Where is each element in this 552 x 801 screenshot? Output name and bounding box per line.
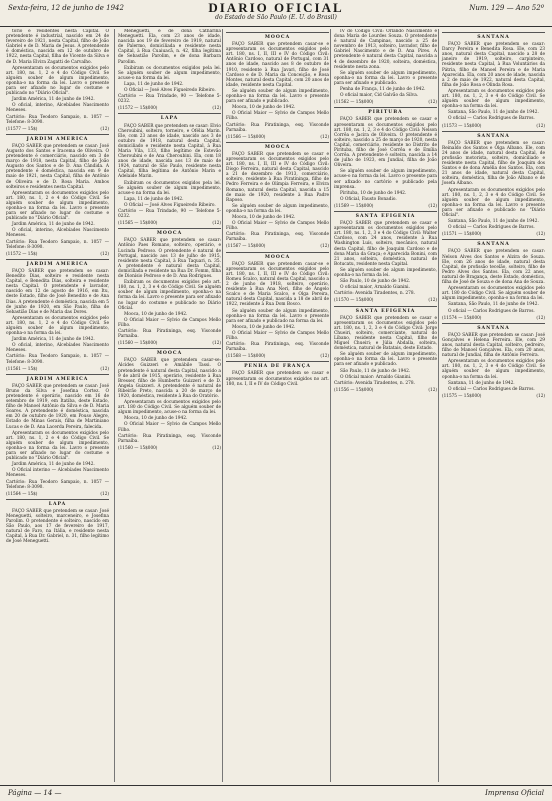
notice-reference <box>6 366 109 371</box>
notice-paragraph: O oficial — Carlos Rodrigues de Barros. <box>448 308 535 314</box>
notice-reference <box>334 387 437 392</box>
notice-paragraph: Apresentaram os documentos exigidos pelo art. 180, ns. 1, 2 e 4 do Código Civil. Se alguém souber de algum impedimento, oponha-o na forma da lei. Lavro o presente para ser afixado no lugar do costume e publicado no "Diário Oficial". <box>6 430 109 462</box>
notice-paragraph: Jardim América, 11 de junho de 1942. <box>12 222 95 228</box>
notice-paragraph: Santana, São Paulo, 11 de junho de 1942. <box>448 110 539 116</box>
notice-paragraph: IV do Código Civil: Orlando Nascimento e dona Maria de Lourdes Souza. O pretendente é natural de Campinas, nascido a 25 de novembro de 1913, solteiro, lavrador, filho de Gabriel Nascimento e de D. Ana Pires. A pretendente é natural desta Capital, nascida a 4 de dezembro de 1920, solteira, doméstica, residente nesta zona. <box>334 29 437 70</box>
masthead <box>0 0 552 27</box>
notice-section-heading: JARDIM AMERICA <box>6 134 109 142</box>
notice-count: (12) <box>320 133 329 139</box>
notice-paragraph: FAÇO SABER que pretendem se casar: José Meneguetti, solteiro, marceneiro, e Josefina Parolim. O pretendente é solteiro, nascido em São Paulo, aos 17 de fevereiro de 1917, natural de Faro, na Itália, e residente nesta Capital, à Rua Dr. Gabriel, n. 31, filho legítimo de José Meneguetti. <box>6 508 109 545</box>
notice-paragraph: O oficial maior, Arnaldo Gianini. <box>340 285 410 291</box>
notice-paragraph: Lapa, 11 de junho de 1942. <box>124 81 184 87</box>
notice-count: (12) <box>212 444 221 450</box>
notice-paragraph: Mooca, 10 de junho de 1942. <box>232 105 296 111</box>
notice-paragraph: Pirituba, 10 de junho de 1942. <box>340 190 407 196</box>
notice <box>6 29 109 131</box>
notice-fee: (11562 — 15$000) <box>334 99 374 105</box>
notice-count: (12) <box>536 231 545 237</box>
notice-reference <box>442 123 545 128</box>
column-3 <box>222 29 329 782</box>
newspaper-title: DIARIO OFICIAL <box>208 0 344 15</box>
notice <box>6 499 109 545</box>
notice-paragraph: FAÇO SABER que pretendem se casar e apresentaram os documentos exigidos pelo art. 180, ns. 1, 2, 3 e 4 do Código Civil: Nelson Corrêa e Jacira de Oliveira. O pretendente é solteiro, nascido a 25 de março de 1920, nesta Capital, comerciário, residente no Distrito de Pirituba, filho de José Corrêa e de Emília Corrêa. A pretendente é solteira, nascida a 14 de julho de 1923, em Jundiaí, filha de João Oliveira. <box>334 117 437 169</box>
notice-count: (12) <box>536 314 545 320</box>
notice-fee: (11560 — 15$000) <box>118 444 158 450</box>
notice <box>6 259 109 371</box>
notice-paragraph: Apresentaram os documentos exigidos pelo art. 180, ns. 1, 2 e 4 do Código Civil. Se alguém souber de algum impedimento, oponha-o na forma da lei. Lavro o presente para ser afixado no lugar do costume e publicado no "Diário Oficial". <box>6 190 109 222</box>
issue-date: Sexta-feira, 12 de junho de 1942 <box>8 4 124 12</box>
notice-count: (12) <box>320 243 329 249</box>
notice-section-heading: MOOCA <box>226 142 329 150</box>
notice-paragraph: Mooca, 10 de junho de 1942. <box>124 311 188 317</box>
notice-paragraph: FAÇO SABER que pretendem se casar e apresentaram os documentos exigidos pelo art. 180, ns. I, II, III e IV do Código Civil: Diogo Ferreira, natural desta Capital, nascido a 21 de dezembro de 1913, comerciário, solteiro, residente à Rua Piratininga, filho de Pedro Ferreira e de Olímpia Ferreira, e Elvira Romano, natural desta Capital, nascida a 15 de maio de 1920, residente à Rua Padre Raposo. <box>226 151 329 203</box>
notice-fee: (11570 — 15$000) <box>334 297 374 303</box>
notice-reference <box>118 340 221 345</box>
notice-reference <box>118 105 221 110</box>
notice-section-heading: SANTANA <box>442 131 545 139</box>
notice-reference <box>442 393 545 398</box>
notice-paragraph: Apresentaram os documentos exigidos pelo art. 180, ns. 1, 2, 3 e 4 do Código Civil. Se alguém souber de algum impedimento, oponha-o na forma da lei. <box>442 88 545 110</box>
issue-number: Num. 129 — Ano 52º <box>469 4 544 12</box>
notice-section-heading: SANTANA <box>442 32 545 40</box>
notice-reference <box>6 251 109 256</box>
notice-paragraph: O oficial, interino, Alcebíades Nascimento Meneses. <box>6 228 109 239</box>
notice-fee: (11574 — 15$000) <box>442 314 482 320</box>
notice-paragraph: O Oficial Maior — Sylvio de Campos Mello Filho. <box>226 330 329 341</box>
notice-registry-office: Cartório: Avenida Tiradentes, n. 278. <box>334 291 415 297</box>
notice-paragraph: O oficial — Carlos Rodrigues de Barros. <box>448 116 535 122</box>
notice-section-heading: JARDIM AMERICA <box>6 259 109 267</box>
notice <box>442 131 545 237</box>
notice-paragraph: Lapa, 11 de junho de 1942. <box>124 196 184 202</box>
notice-fee: (11575 — 15$000) <box>442 392 482 398</box>
notice-paragraph: O Oficial Maior — Sylvio de Campos Mello Filho. <box>118 422 221 433</box>
notice-section-heading: MOOCA <box>226 32 329 40</box>
notice-paragraph: Apresentaram os documentos exigidos pelo art. 180, ns. 1, 2 e 4 do Código Civil. Se alguém souber de algum impedimento, oponha-o na forma da lei. Lavro o presente para ser afixado no lugar do costume e publicado no "Diário Oficial". <box>6 65 109 97</box>
notice-paragraph: O Oficial — José Alves Figueiredo Ribeiro. <box>124 202 216 208</box>
notice-count: (12) <box>428 386 437 392</box>
notice-paragraph: São Paulo, 10 de junho de 1942. <box>340 279 411 285</box>
column-2 <box>114 29 221 782</box>
notice <box>6 374 109 496</box>
notice-paragraph: O oficial, interino, Alcebíades Nascimento Meneses. <box>6 343 109 354</box>
notice-paragraph: Jardim América, 11 de junho de 1942. <box>12 97 95 103</box>
notice <box>6 134 109 256</box>
notice-paragraph: FAÇO SABER que pretendem se casar: Antônio Paes Romano, solteiro, operário, e Lucinda Pedroso. O pretendente é natural de Portugal, nascido aos 13 de julho de 1915, residente nesta Capital, à Rua Taquari, n. 35. A pretendente é natural desta Capital, domiciliada e residente na Rua Dr. Fomm, filha de Dionísio Pedroso e de D. Ana Rodrigues. <box>118 238 221 280</box>
notice <box>226 361 329 386</box>
notice-fee: (11573 — 15$000) <box>442 122 482 128</box>
notice <box>226 252 329 359</box>
notice-columns <box>6 29 546 782</box>
notice-paragraph: FAÇO SABER que pretendem se casar e apresentaram os documentos exigidos no art. 180, ns. I, II e IV do Código Civil. <box>226 371 329 387</box>
notice-registry-office: Cartório — Rua Trindade, 90 — Telefone 5-0232. <box>118 209 221 220</box>
notice-paragraph: Jardim América, 11 de junho de 1942. <box>12 337 95 343</box>
notice-registry-office: Cartório — Rua Trindade, 90 — Telefone 5-0232. <box>118 94 221 105</box>
notice-count: (12) <box>428 202 437 208</box>
notice-paragraph: Exibiram os documentos exigidos pela lei. Se alguém souber de algum impedimento, acuse-o na forma da lei. <box>118 180 221 196</box>
notice-paragraph: O oficial maior, Cid Galvão da Silva. <box>340 93 419 99</box>
notice-fee: (11560 — 15$000) <box>118 340 158 346</box>
notice-reference <box>226 243 329 248</box>
notice-paragraph: Se alguém souber de algum impedimento, oponha-o na forma da lei. Lavro o presente para ser afixado e publicado. <box>334 352 437 368</box>
newspaper-subtitle: do Estado de São Paulo (E. U. do Brasil) <box>215 14 337 21</box>
notice-paragraph: São Paulo, 11 de junho de 1942. <box>340 368 411 374</box>
notice-paragraph: FAÇO SABER que pretendem se casar: Reinaldo dos Santos e Olga Albano. Ele, com 24 anos de idade, natural desta Capital, de profissão motorista, solteiro, domiciliado e residente nesta Capital, filho de Joaquim dos Santos e de dona Amélia dos Santos. Ela, com 21 anos de idade, natural desta Capital, solteira, doméstica, filha de João Albano e de Josefa Albano. <box>442 140 545 187</box>
notice-count: (12) <box>428 99 437 105</box>
notice-paragraph: O oficial — Carlos Rodrigues de Barros. <box>448 386 535 392</box>
notice-paragraph: Se alguém souber de algum impedimento, acuse-o na forma da lei. Lavro o presente para ser afixado no cartório e publicado pela imprensa. <box>334 169 437 190</box>
notice-section-heading: SANTA EFIGENIA <box>334 211 437 219</box>
notice-paragraph: Mooca, 10 de junho de 1942. <box>232 324 296 330</box>
notice-fee: (11572 — 15$000) <box>118 105 158 111</box>
notice <box>442 239 545 319</box>
notice-fee: (11565 — 15$000) <box>118 220 158 226</box>
notice-section-heading: SANTANA <box>442 239 545 247</box>
notice-paragraph: FAÇO SABER que pretendem se casar e apresentaram os documentos exigidos pelo art. 180, ns. 1, 2, 3 e 4 do Código Civil: Jorge Chueiri, solteiro, comerciante, natural do Líbano, residente nesta Capital, filho de Miguel Chueiri; e Júlia Abdalla, solteira, doméstica, natural de Batatais, deste Estado. <box>334 315 437 352</box>
notice-registry-office: Cartório: Rua Piratininga, esq. Visconde Parnaíba. <box>118 328 221 340</box>
notice-paragraph: FAÇO SABER que pretendem se casar: José Augusto dos Santos e Iracema de Oliveira. O pretendente é comerciário, nascido em 3 de março de 1918, nesta Capital, filho de João Augusto dos Santos e de D. Ana Cândida. A pretendente é doméstica, nascida em 9 de maio de 1921, nesta Capital, filha de Antônio de Oliveira e de D. Rosa Maria. Ambos solteiros e residentes nesta Capital. <box>6 143 109 190</box>
notice-section-heading: JARDIM AMERICA <box>6 374 109 382</box>
notice-reference <box>334 99 437 104</box>
notice-section-heading: PENHA DE FRANÇA <box>226 361 329 369</box>
notice-paragraph: FAÇO SABER que pretendem se casar: Nelson Alves dos Santos e Alzira de Souza. Ele, com 26 anos de idade, natural desta Capital, de profissão tecelão, solteiro, filho de Pedro Alves dos Santos. Ela, com 22 anos, natural de Bragança, deste Estado, doméstica, filha de José de Souza e de dona Ana de Souza. <box>442 249 545 286</box>
notice-registry-office: Cartório: Rua Teodoro Sampaio, n. 1057 — Telefone: 8-3090. <box>6 114 109 125</box>
notice-paragraph: O Oficial Maior — Sylvio de Campos Mello Filho. <box>118 317 221 328</box>
notice <box>118 113 221 225</box>
notice-count: (12) <box>536 122 545 128</box>
notice-registry-office: Cartório: Rua Piratininga, esq. Visconde Parnaíba. <box>226 342 329 353</box>
notice-section-heading: MOOCA <box>118 228 221 236</box>
notice <box>442 32 545 128</box>
notice-paragraph: Mooca, 10 de junho de 1942. <box>232 215 296 220</box>
notice-count: (12) <box>100 365 109 371</box>
column-5 <box>438 29 545 782</box>
notice-paragraph: O Oficial Maior — Sylvio de Campos Mello Filho. <box>226 221 329 232</box>
notice-paragraph: O Oficial, Fausto Bonadio. <box>340 196 397 202</box>
notice-paragraph: Se alguém souber de algum impedimento, oponha-o na forma da lei. <box>226 203 329 214</box>
notice-fee: (11568 — 15$000) <box>226 353 266 359</box>
notice-section-heading: PIRITUBA <box>334 107 437 115</box>
notice-reference <box>442 315 545 320</box>
notice-fee: (11566 — 15$000) <box>226 133 266 139</box>
notice <box>226 142 329 249</box>
notice-count: (12) <box>320 353 329 359</box>
notice-paragraph: O Oficial — José Alves Figueiredo Ribeiro. <box>124 88 216 94</box>
notice-paragraph: Jardim América, 11 de junho de 1942. <box>12 462 95 468</box>
notice-paragraph: FAÇO SABER que pretendem se casar: José Bruno da Silva e Josefina Cortez. O pretendente é operário, nascido em 16 de setembro de 1919, em Itatiba, deste Estado, filho de Manoel Antônio da Silva e de D. Maria Soares. A pretendente é doméstica, nascida em 20 de outubro de 1920, em Pouso Alegre, Estado de Minas Gerais, filha de Martiniano Lucas e de D. Ana Lacerda Pereira, falecida. <box>6 383 109 430</box>
notice-paragraph: FAÇO SABER que pretendem casar-se e apresentaram os documentos exigidos pelo art. 180, ns. I, II, III e IV do Código Civil: Romeu Scalco, natural desta Capital, nascido a 2 de junho de 1918, solteiro, operário, residente à Rua Ana Neri, filho de Ângelo Scalco e de Maria Scalco, e Olga Pereira, natural desta Capital, nascida a 18 de abril de 1922, residente à Rua Dom Bosco. <box>226 261 329 308</box>
notice <box>334 211 437 303</box>
notice-paragraph: Apresentaram os documentos exigidos pelo art. 180, ns. 1, 2, 3 e 4 do Código Civil. Se alguém souber de algum impedimento, oponha-o na forma da lei. <box>442 359 545 380</box>
notice-registry-office: Cartório: Rua Teodoro Sampaio, n. 1057 — Telefone: 8-3090. <box>6 239 109 250</box>
page-number: Página — 14 — <box>8 789 62 797</box>
column-4 <box>330 29 437 782</box>
notice-count: (12) <box>428 297 437 303</box>
notice-paragraph: Se alguém souber de algum impedimento, oponha-o na forma da lei. Lavro o presente para ser afixado e publicado. <box>334 70 437 86</box>
notice <box>118 348 221 450</box>
notice-reference <box>118 445 221 450</box>
notice-paragraph: Apresentaram os documentos exigidos pelo art. 180, ns. 1, 2, 3 e 4 do Código Civil. Se alguém souber de algum impedimento, oponha-o na forma da lei. Lavro o presente para ser afixado e publicado no "Diário Oficial". <box>442 187 545 218</box>
notice-paragraph: O Oficial maior: Arnaldo Gianini. <box>340 374 412 380</box>
notice-paragraph: Se alguém souber de algum impedimento, oponha-o na forma da lei. <box>334 267 437 279</box>
notice-count: (12) <box>100 490 109 496</box>
notice <box>334 107 437 208</box>
notice-paragraph: Penha de França, 11 de junho de 1942. <box>340 87 426 93</box>
notice-paragraph: Mooca, 10 de junho de 1942. <box>124 416 188 422</box>
notice-reference <box>6 491 109 496</box>
notice-fee: (11564 — 15$) <box>6 490 38 496</box>
notice-paragraph: Meneguetti, e de dona Catharina Meneguetti. Ela, com 23 anos de idade, nascida aos 19 de fevereiro de 1919, natural de Palermo, domiciliada e residente nesta Capital, à Rua Cuaiuacã, n. 42, filha legítima de Sebastião Parolim, e de dona Barbara Parolim. <box>118 29 221 65</box>
notice-reference <box>226 353 329 358</box>
notice-section-heading: MOOCA <box>226 252 329 260</box>
notice <box>334 29 437 104</box>
notice-count: (12) <box>212 220 221 226</box>
notice-paragraph: FAÇO SABER que pretendem se casar: José Gonçalves e Helena Ferreira. Ele, com 29 anos, natural desta Capital, solteiro, pedreiro, filho de Manoel Gonçalves. Ela, com 20 anos, natural de Jundiaí, filha de Antônio Ferreira. <box>442 332 545 359</box>
notice-paragraph: O Oficial Maior — Sylvio de Campos Mello Filho. <box>226 111 329 122</box>
notice-paragraph: FAÇO SABER que pretendem se casar e apresentaram os documentos exigidos pelo art. 180, ns. 1, 2, 3 e 4 do Código Civil: Walter Cardoso, com 24 anos, residente à Rua Washington Luís, solteiro, mecânico, natural desta Capital, filho de Joaquim Cardoso e de dona Maria da Graça; e Aparecida Bonini, com 21 anos, solteira, doméstica, natural de Botucatu, residente nesta Capital. <box>334 221 437 267</box>
notice-paragraph: Apresentaram os documentos exigidos pelo art. 180 do Código Civil. Se alguém souber de algum impedimento, oponha-o na forma da lei. <box>442 286 545 302</box>
notice-fee: (11571 — 15$000) <box>442 231 482 237</box>
notice-paragraph: Exibiram os documentos exigidos pela lei. Se alguém souber de algum impedimento, acuse-o na forma da lei. <box>118 65 221 81</box>
notice-reference <box>334 203 437 208</box>
notice-registry-office: Cartório: Avenida Tiradentes, n. 278. <box>334 380 415 386</box>
notice-registry-office: Cartório: Rua Teodoro Sampaio, n. 1057 — Telefone: 8-3090. <box>6 479 109 490</box>
notice-paragraph: Se alguém souber de algum impedimento, oponha-o na forma da lei. Lavro o presente para ser afixado e publicado. <box>226 88 329 105</box>
notice-count: (12) <box>100 250 109 256</box>
notice-paragraph: FAÇO SABER que pretendem casar-se: Alcides Guizzeri e Amábile Tassi. O pretendente é natural desta Capital, nascido a 9 de abril de 1915, operário, residente à Rua Bresser, filho de Humberto Guizzeri e de D. Angela Guizzeri. A pretendente é natural de Ribeirão Preto, nascida a 20 de março de 1920, doméstica, residente à Rua do Oratório. <box>118 358 221 399</box>
notice-reference <box>442 231 545 236</box>
notice-reference <box>226 134 329 139</box>
notice-count: (12) <box>536 392 545 398</box>
notice-paragraph: tório e residentes nesta Capital. O pretendente é industrial, nascido em 24 de fevereiro de 1921, nesta Capital, filho de João Gabriel e de D. Maria de Jesus. A pretendente é doméstica, nascida em 12 de outubro de 1922, nesta Capital, filha de Vicente da Silva e de D. Maria Elvira Zagatti de Carvalho. <box>6 29 109 65</box>
notice-section-heading: LAPA <box>6 499 109 507</box>
imprint-name: Imprensa Oficial <box>485 789 544 797</box>
notice-fee: (11572 — 15$) <box>6 250 38 256</box>
notice-paragraph: Exibiram os documentos exigidos pelo art. 180, ns. 1, 2, 3 e 4 do Código Civil. Se alguém souber de algum impedimento, oponha-o na forma da lei. Lavro o presente para ser afixado no lugar do costume e publicado no Diário Oficial. <box>118 280 221 311</box>
notice-paragraph: Santana, 11 de junho de 1942. <box>448 380 515 386</box>
column-1 <box>6 29 109 782</box>
notice-count: (12) <box>100 125 109 131</box>
notice-paragraph: FAÇO SABER que pretendem se casar: Elvio Cheroubini, solteiro, torneiro, e Ofélia Marin. Ele, com 23 anos de idade, nascido aos 3 de outubro de 1918, natural desta Capital, domiciliado e residente nesta Capital, à Rua Maria Vila, 133, filho legítimo de Estevão Cheroubini e de Ana Cheroubini. Ela, com 18 anos de idade, nascida aos 13 de maio de 1924, natural de São Paulo, residente nesta Capital, filha legítima de Antônio Marin e Adelaide Marin. <box>118 123 221 180</box>
notice-paragraph: Se alguém souber de algum impedimento, oponha-o na forma da lei. Lavro o presente para ser afixado e publicado na forma da lei. <box>226 308 329 324</box>
notice-reference <box>118 220 221 225</box>
notice-paragraph: O oficial — Carlos Rodrigues de Barros. <box>448 225 535 231</box>
page-footer <box>0 785 552 801</box>
notice <box>226 32 329 139</box>
notice-section-heading: SANTANA <box>442 323 545 331</box>
notice <box>118 29 221 110</box>
notice-registry-office: Cartório: Rua Teodoro Sampaio, n. 1057 — Telefone: 8-3090. <box>6 354 109 365</box>
notice-paragraph: Santana, São Paulo, 11 de junho de 1942. <box>448 219 539 225</box>
notice-paragraph: O Oficial interino — Alcebíades Nascimento Meneses. <box>6 468 109 479</box>
notice-section-heading: MOOCA <box>118 348 221 356</box>
notice-paragraph: O oficial, interino, Alcebíades Nascimento Meneses. <box>6 103 109 114</box>
notice-reference <box>6 126 109 131</box>
notice-paragraph: FAÇO SABER que pretendem se casar: Benedito Dias, solteiro e residente nesta Capital, e Benedita Dias, solteira e residente nesta Capital. O pretendente é lavrador, nascido em 12 de agosto de 1916, em Itu, deste Estado, filho de José Benedito e de Ana Dias. A pretendente é doméstica, nascida em 5 de junho de 1920, em São Paulo, filha de Sebastião Dias e de Maria das Dores. <box>6 268 109 315</box>
notice <box>118 228 221 345</box>
notice-fee: (11577 — 15$) <box>6 125 38 131</box>
notice-count: (12) <box>212 340 221 346</box>
notice-fee: (11556 — 15$000) <box>334 386 374 392</box>
notice-registry-office: Cartório: Rua Piratininga, esq. Visconde Parnaíba. <box>226 122 329 133</box>
notice-paragraph: Santana, São Paulo, 11 de junho de 1942. <box>448 302 539 308</box>
notice-paragraph: Apresentaram os documentos exigidos pelo art. 180 do Código Civil. Se alguém souber de algum impedimento, acuse-o na forma da lei. <box>118 400 221 416</box>
notice-reference <box>334 297 437 302</box>
notice-paragraph: Apresentaram os documentos exigidos pelo art. 180, ns. 1, 2 e 4 do Código Civil. Se alguém souber de algum impedimento, oponha-o na forma da lei. <box>6 315 109 337</box>
notice-registry-office: Cartório: Rua Piratininga, esq. Visconde Parnaíba. <box>118 433 221 444</box>
notice-section-heading: LAPA <box>118 113 221 121</box>
notice-fee: (11567 — 15$000) <box>226 243 266 249</box>
notice-section-heading: SANTA EFIGENIA <box>334 306 437 314</box>
notice-paragraph: FAÇO SABER que pretendem casar-se e apresentaram os documentos exigidos pelo art. 180, ns. I, II, III e IV do Código Civil: Antônio Cardoso, natural de Portugal, com 31 anos de idade, nascido aos 8 de outubro de 1910, residente à Rua Javari, filho de José Cardoso e de D. Maria da Conceição, e Rosa Montes, natural desta Capital, com 20 anos de idade, residente nesta Capital. <box>226 42 329 88</box>
notice-registry-office: Cartório: Rua Piratininga, esq. Visconde Parnaíba. <box>226 232 329 243</box>
notice <box>334 306 437 392</box>
notice-count: (12) <box>212 105 221 111</box>
notice-fee: (11569 — 15$000) <box>334 202 374 208</box>
notice <box>442 323 545 398</box>
notice-paragraph: FAÇO SABER que pretendem se casar: Darcy Pereira e Benedita Rosa. Ele, com 23 anos, natural desta Capital, nascido a 28 de janeiro de 1919, solteiro, carpinteiro, residente nesta Capital, à Rua Voluntários da Pátria, filho de Manoel Pereira e de Maria Aparecida. Ela, com 20 anos de idade, nascida a 2 de maio de 1922, natural desta Capital, filha de João Rosa e Olinda Rosa. <box>442 42 545 88</box>
notice-fee: (11561 — 15$) <box>6 365 38 371</box>
